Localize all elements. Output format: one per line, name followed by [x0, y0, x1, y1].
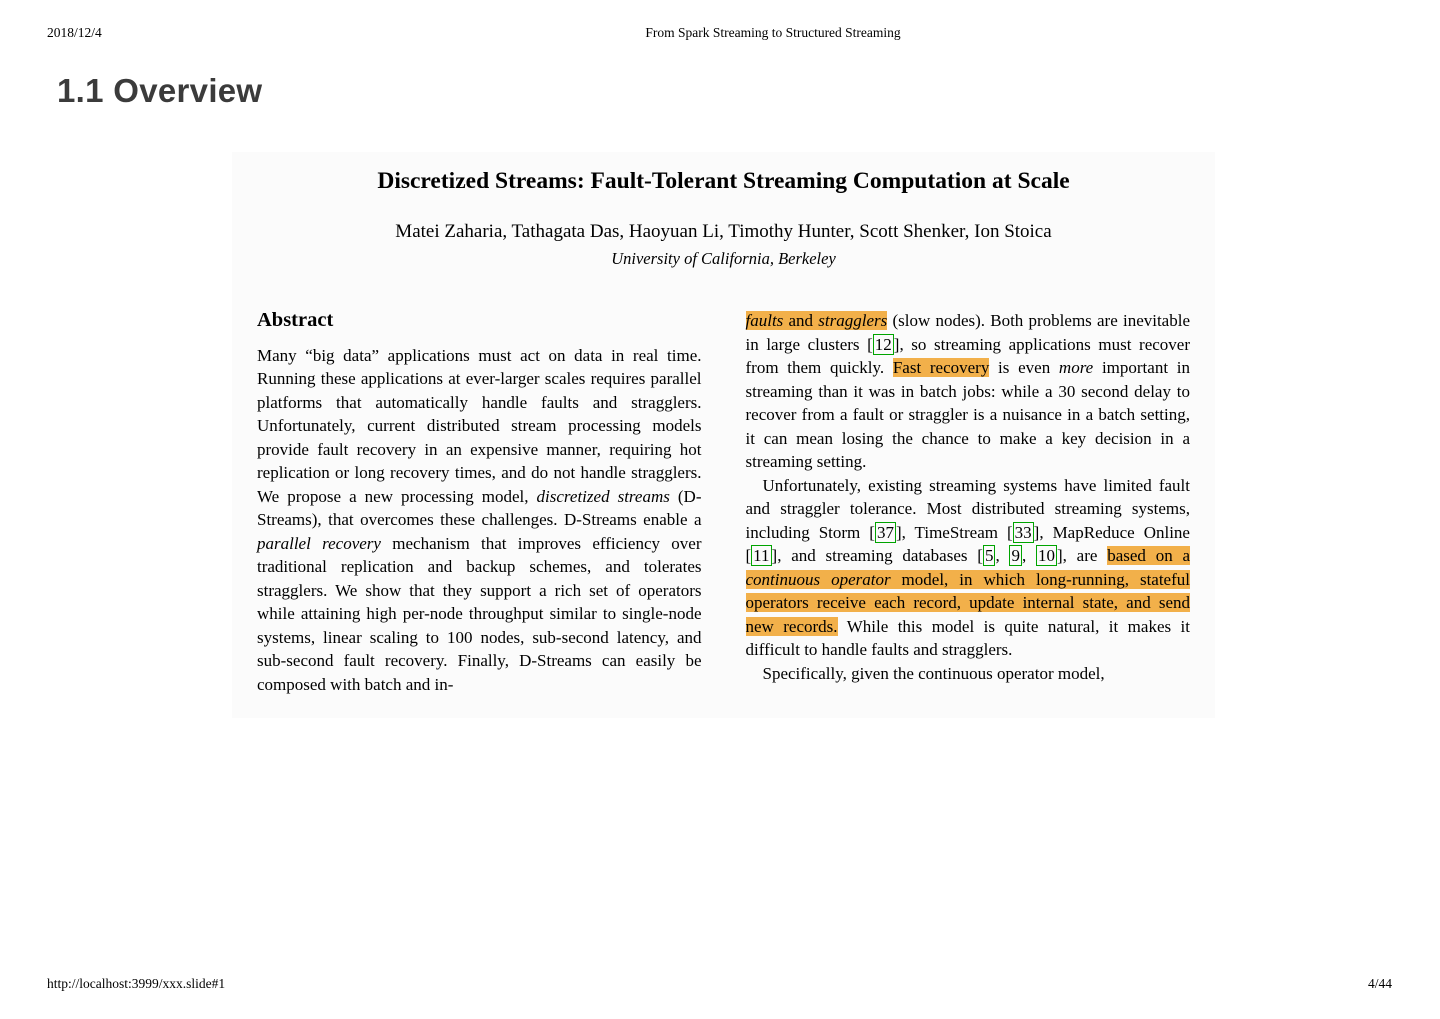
citation-link[interactable]: 11 [753, 546, 770, 565]
paragraph [746, 309, 1191, 474]
highlighted-text: model, in which long-running, stateful operators receive each record, update internal state, and send new records. [745, 569, 1190, 636]
paragraph [257, 344, 702, 697]
citation-link[interactable]: 9 [1011, 546, 1020, 565]
citation-link[interactable]: 12 [874, 334, 892, 354]
highlighted-text: continuous operator [745, 569, 891, 589]
text-run: mechanism that improves efficiency over traditional replication and backup schemes, and tolerates stragglers. We show that they support a rich set of operators while attaining high per-node throughput similar to single-node systems, linear scaling to 100 nodes, sub-second latency, and sub-second fault recovery. Finally, D-Streams can easily be composed with batch and in- [257, 533, 702, 694]
print-footer-page-indicator: 4/44 [1367, 976, 1392, 991]
emphasis-text: more [1058, 358, 1094, 377]
citation-link[interactable]: 37 [876, 522, 894, 542]
text-run: Many “big data” applications must act on data in real time. Running these applications at ever-larger scales requires parallel platforms that automatically handle faults and stragglers. Unfortunately, current distributed stream processing models provide fault recovery in an expensive manner, requiring hot replication or long recovery times, and do not handle stragglers. We propose a new processing model, [257, 345, 702, 506]
paper-column-right [746, 309, 1191, 696]
paper-body-columns [257, 309, 1190, 696]
print-header-date: 2018/12/4 [47, 25, 102, 40]
paragraph [746, 662, 1191, 686]
text-run: important in streaming than it was in batch jobs: while a 30 second delay to recover from a fault or straggler is a nuisance in a batch setting, it can mean losing the chance to make a key decision in a streaming setting. [745, 358, 1190, 471]
text-run: While this model is quite natural, it makes it difficult to handle faults and stragglers. [745, 616, 1190, 659]
paper-authors: Matei Zaharia, Tathagata Das, Haoyuan Li, Timothy Hunter, Scott Shenker, Ion Stoica [395, 221, 1052, 242]
text-run: (slow nodes). Both problems are inevitable in large clusters [ [745, 311, 1190, 354]
text-run: (D-Streams), that overcomes these challenges. D-Streams enable a [257, 486, 702, 529]
print-header-doc-title: From Spark Streaming to Structured Streaming [645, 25, 901, 40]
paper-page [232, 152, 1215, 718]
emphasis-text: parallel recovery [257, 533, 381, 553]
highlighted-text: stragglers [818, 311, 888, 330]
citation-link[interactable]: 10 [1038, 546, 1055, 565]
text-run: ], MapReduce Online [ [745, 522, 1190, 565]
abstract-text [257, 344, 702, 697]
text-run: ], and streaming databases [ [771, 546, 983, 565]
slide-title: 1.1 Overview [57, 72, 263, 110]
print-footer-url: http://localhost:3999/xxx.slide#1 [47, 976, 226, 991]
paragraph [746, 474, 1191, 662]
text-run: Specifically, given the continuous operator model, [762, 663, 1105, 683]
highlighted-text: faults [745, 311, 784, 330]
emphasis-text: discretized streams [536, 486, 670, 506]
text-run: is even [989, 358, 1059, 377]
citation-link[interactable]: 33 [1014, 522, 1032, 542]
paper-title: Discretized Streams: Fault-Tolerant Streaming Computation at Scale [377, 168, 1070, 194]
paper-column-left [257, 309, 702, 696]
text-run: Unfortunately, existing streaming systems have limited fault and straggler tolerance. Most distributed streaming systems, including Storm [ [745, 475, 1190, 542]
highlighted-text: based on a [1107, 546, 1191, 565]
text-run: ], TimeStream [ [895, 522, 1013, 542]
abstract-heading: Abstract [257, 309, 334, 331]
highlighted-text: Fast recovery [892, 358, 990, 377]
text-run: ], so streaming applications must recover from them quickly. [745, 334, 1190, 377]
text-run: ], are [1057, 546, 1108, 565]
highlighted-text: and [783, 311, 819, 330]
text-run: , [1021, 546, 1036, 565]
text-run: , [995, 546, 1010, 565]
paper-affiliation: University of California, Berkeley [611, 249, 836, 268]
citation-link[interactable]: 5 [984, 546, 994, 565]
